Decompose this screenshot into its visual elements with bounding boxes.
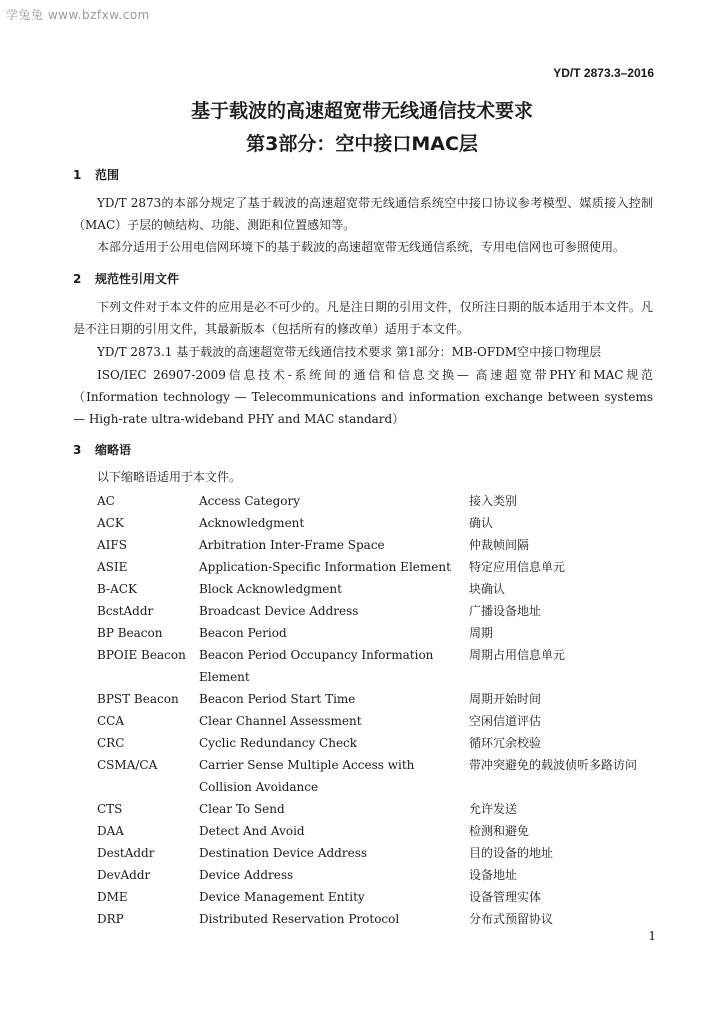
abbreviation-cell: B-ACK (97, 582, 137, 596)
chinese-term-cell: 带冲突避免的载波侦听多路访问 (469, 758, 638, 772)
chinese-term-cell: 检测和避免 (469, 824, 530, 838)
table-row (97, 798, 659, 820)
table-row (97, 908, 659, 930)
abbreviation-cell: CCA (97, 714, 125, 728)
standard-number: YD/T 2873.3–2016 (553, 66, 654, 80)
english-term-cell: Detect And Avoid (199, 824, 305, 838)
abbreviation-cell: DRP (97, 912, 124, 926)
english-term-cell: Beacon Period (199, 626, 287, 640)
abbreviation-cell: ASIE (97, 560, 128, 574)
table-row (97, 578, 659, 600)
abbreviation-cell: BPST Beacon (97, 692, 179, 706)
chinese-term-cell: 仲裁帧间隔 (469, 538, 530, 552)
abbreviation-cell: DevAddr (97, 868, 151, 882)
english-term-cell: Device Address (199, 868, 294, 882)
document-subtitle: 第3部分：空中接口MAC层 (246, 133, 478, 155)
chinese-term-cell: 周期 (469, 626, 494, 640)
english-term-cell: Application-Specific Information Element (199, 560, 451, 574)
table-row (97, 512, 659, 534)
table-row (97, 556, 659, 578)
abbreviation-cell: DAA (97, 824, 124, 838)
english-term-cell: Device Management Entity (199, 890, 365, 904)
reference-item: ISO/IEC 26907-2009信息技术-系统间的通信和信息交换— 高速超宽带PHY和MAC规范（Information technology — Telecommunications and information exchange between systems — High-rate ultra-wideband PHY and MAC standard） (73, 368, 653, 426)
abbreviations-intro: 以下缩略语适用于本文件。 (97, 470, 242, 484)
table-row (97, 842, 659, 864)
chinese-term-cell: 空闲信道评估 (469, 714, 542, 728)
section-heading-abbreviations (73, 441, 131, 458)
section-number: 1 (73, 168, 82, 182)
english-term-cell: Destination Device Address (199, 846, 368, 860)
references-intro: 下列文件对于本文件的应用是必不可少的。凡是注日期的引用文件，仅所注日期的版本适用于本文件。凡是不注日期的引用文件，其最新版本（包括所有的修改单）适用于本文件。 (73, 300, 653, 336)
chinese-term-cell: 周期开始时间 (469, 692, 542, 706)
abbreviation-cell: CSMA/CA (97, 758, 158, 772)
english-term-cell: Access Category (199, 494, 301, 508)
section-number: 3 (73, 443, 82, 457)
chinese-term-cell: 目的设备的地址 (469, 846, 554, 860)
english-term-cell: Beacon Period Occupancy Information Element (199, 648, 434, 684)
table-row (97, 886, 659, 908)
table-row (97, 820, 659, 842)
table-row (97, 644, 659, 688)
reference-item: YD/T 2873.1 基于载波的高速超宽带无线通信技术要求 第1部分：MB-OFDM空中接口物理层 (97, 345, 602, 359)
section-title: 范围 (95, 168, 120, 182)
table-row (97, 754, 659, 798)
chinese-term-cell: 设备地址 (469, 868, 518, 882)
table-row (97, 600, 659, 622)
table-row (97, 490, 659, 512)
chinese-term-cell: 设备管理实体 (469, 890, 542, 904)
english-term-cell: Clear To Send (199, 802, 285, 816)
abbreviation-cell: BcstAddr (97, 604, 154, 618)
chinese-term-cell: 循环冗余校验 (469, 736, 542, 750)
chinese-term-cell: 特定应用信息单元 (469, 560, 566, 574)
chinese-term-cell: 块确认 (469, 582, 506, 596)
abbreviation-cell: BPOIE Beacon (97, 648, 186, 662)
chinese-term-cell: 确认 (469, 516, 494, 530)
section-title: 缩略语 (95, 443, 132, 457)
table-row (97, 534, 659, 556)
abbreviation-cell: BP Beacon (97, 626, 163, 640)
english-term-cell: Cyclic Redundancy Check (199, 736, 358, 750)
page-number: 1 (648, 929, 656, 943)
abbreviation-cell: ACK (97, 516, 124, 530)
document-title: 基于载波的高速超宽带无线通信技术要求 (190, 100, 533, 122)
english-term-cell: Beacon Period Start Time (199, 692, 356, 706)
table-row (97, 688, 659, 710)
english-term-cell: Carrier Sense Multiple Access with Collision Avoidance (199, 758, 415, 794)
abbreviations-table (97, 490, 659, 930)
abbreviation-cell: AIFS (97, 538, 127, 552)
table-row (97, 732, 659, 754)
section-heading-references (73, 270, 179, 287)
table-row (97, 622, 659, 644)
chinese-term-cell: 允许发送 (469, 802, 518, 816)
english-term-cell: Clear Channel Assessment (199, 714, 362, 728)
scope-paragraph: YD/T 2873的本部分规定了基于载波的高速超宽带无线通信系统空中接口协议参考模型、媒质接入控制（MAC）子层的帧结构、功能、测距和位置感知等。 (73, 196, 653, 232)
chinese-term-cell: 周期占用信息单元 (469, 648, 566, 662)
watermark: 学兔兔 www.bzfxw.com (6, 8, 150, 22)
abbreviation-cell: DME (97, 890, 128, 904)
abbreviation-cell: CTS (97, 802, 123, 816)
chinese-term-cell: 广播设备地址 (469, 604, 542, 618)
abbreviation-cell: AC (97, 494, 115, 508)
abbreviation-cell: DestAddr (97, 846, 155, 860)
scope-paragraph: 本部分适用于公用电信网环境下的基于载波的高速超宽带无线通信系统，专用电信网也可参照使用。 (97, 240, 626, 254)
section-title: 规范性引用文件 (95, 272, 180, 286)
section-number: 2 (73, 272, 82, 286)
english-term-cell: Broadcast Device Address (199, 604, 359, 618)
english-term-cell: Arbitration Inter-Frame Space (199, 538, 385, 552)
section-heading-scope (73, 166, 119, 183)
english-term-cell: Acknowledgment (199, 516, 305, 530)
table-row (97, 864, 659, 886)
english-term-cell: Block Acknowledgment (199, 582, 342, 596)
table-row (97, 710, 659, 732)
chinese-term-cell: 接入类别 (469, 494, 518, 508)
english-term-cell: Distributed Reservation Protocol (199, 912, 400, 926)
chinese-term-cell: 分布式预留协议 (469, 912, 554, 926)
abbreviation-cell: CRC (97, 736, 125, 750)
